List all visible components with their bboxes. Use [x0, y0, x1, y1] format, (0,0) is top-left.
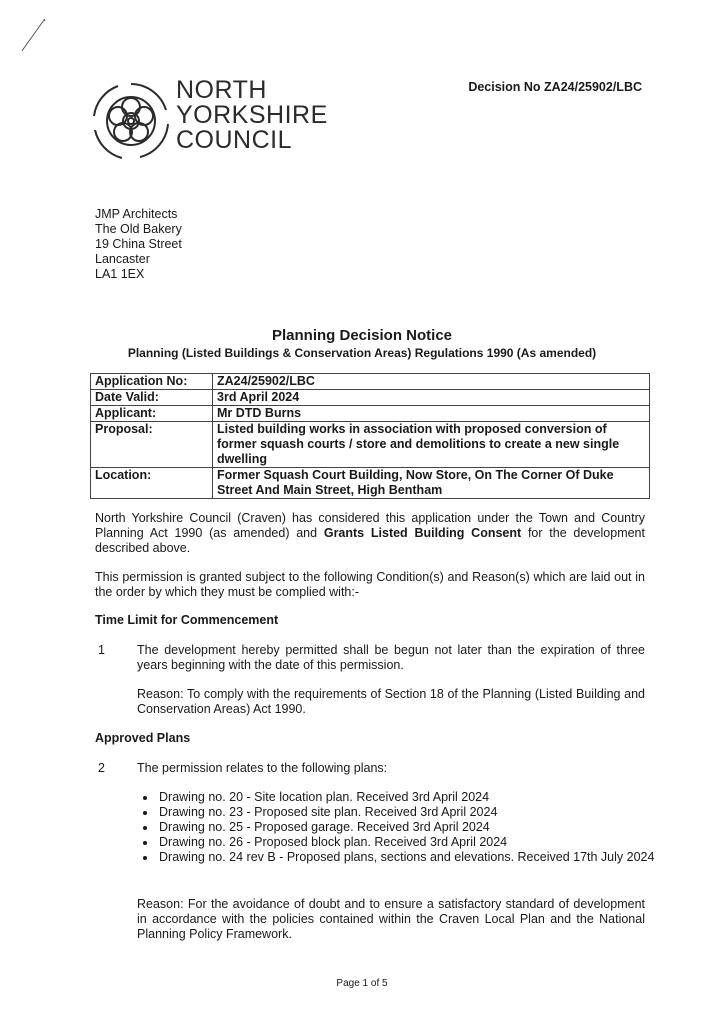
condition-number: 1: [98, 643, 105, 657]
address-line: 19 China Street: [95, 237, 182, 251]
table-row: [91, 422, 650, 468]
page-number: Page 1 of 5: [336, 978, 388, 989]
section-heading-approved-plans: Approved Plans: [95, 731, 191, 745]
decision-text-end: for the development described above.: [95, 526, 645, 555]
logo-line-1: NORTH: [176, 76, 267, 104]
table-value: Former Squash Court Building, Now Store, On The Corner Of Duke Street And Main Street, High Bentham: [213, 468, 650, 499]
condition-text: The permission relates to the following plans:: [137, 761, 388, 775]
council-logo: [90, 76, 350, 160]
logo-line-2: YORKSHIRE: [176, 101, 328, 129]
table-value: 3rd April 2024: [213, 390, 650, 406]
table-row: [91, 390, 650, 406]
table-label: Date Valid:: [91, 390, 213, 406]
list-item: • Drawing no. 24 rev B - Proposed plans, sections and elevations. Received 17th July 2024: [157, 850, 667, 865]
condition-reason: Reason: To comply with the requirements of Section 18 of the Planning (Listed Building and Conservation Areas) Act 1990.: [137, 687, 645, 716]
section-heading-time-limit: Time Limit for Commencement: [95, 613, 279, 627]
logo-line-3: COUNCIL: [176, 126, 293, 154]
table-label: Application No:: [91, 374, 213, 390]
conditions-intro: This permission is granted subject to the following Condition(s) and Reason(s) which are laid out in the order by which they must be complied with:-: [95, 570, 645, 599]
table-value: ZA24/25902/LBC: [213, 374, 650, 390]
condition-number: 2: [98, 761, 105, 775]
pen-mark-scribble: [18, 16, 48, 56]
table-label: Proposal:: [91, 422, 213, 468]
address-line: The Old Bakery: [95, 222, 182, 236]
table-label: Applicant:: [91, 406, 213, 422]
decision-outcome: Grants Listed Building Consent: [323, 526, 522, 540]
table-value: Listed building works in association with proposed conversion of former squash courts / store and demolitions to create a new single dwelling: [213, 422, 650, 468]
recipient-address: [95, 207, 182, 282]
list-item: • Drawing no. 23 - Proposed site plan. Received 3rd April 2024: [157, 805, 667, 820]
decision-number: Decision No ZA24/25902/LBC: [468, 80, 642, 94]
table-row: [91, 374, 650, 390]
table-label: Location:: [91, 468, 213, 499]
council-name: [176, 78, 328, 153]
list-item: • Drawing no. 26 - Proposed block plan. Received 3rd April 2024: [157, 835, 667, 850]
notice-title: Planning Decision Notice: [271, 327, 453, 344]
list-item: • Drawing no. 20 - Site location plan. Received 3rd April 2024: [157, 790, 667, 805]
table-value: Mr DTD Burns: [213, 406, 650, 422]
address-line: JMP Architects: [95, 207, 178, 221]
table-row: [91, 468, 650, 499]
application-details-table: [90, 373, 650, 499]
address-line: Lancaster: [95, 252, 150, 266]
rose-emblem-icon: [90, 80, 172, 162]
condition-reason: Reason: For the avoidance of doubt and to ensure a satisfactory standard of development in accordance with the policies contained within the Craven Local Plan and the National Planning Policy Framework.: [137, 897, 645, 941]
notice-subtitle: Planning (Listed Buildings & Conservation Areas) Regulations 1990 (As amended): [127, 346, 597, 360]
list-item: • Drawing no. 25 - Proposed garage. Received 3rd April 2024: [157, 820, 667, 835]
decision-text: North Yorkshire Council (Craven) has considered this application under the Town and Country Planning Act 1990 (as amended) and: [95, 511, 645, 540]
condition-text: The development hereby permitted shall be begun not later than the expiration of three years beginning with the date of this permission.: [137, 643, 645, 672]
address-line: LA1 1EX: [95, 267, 145, 281]
table-row: [91, 406, 650, 422]
decision-paragraph: [95, 511, 645, 556]
approved-plans-list: [137, 790, 667, 865]
